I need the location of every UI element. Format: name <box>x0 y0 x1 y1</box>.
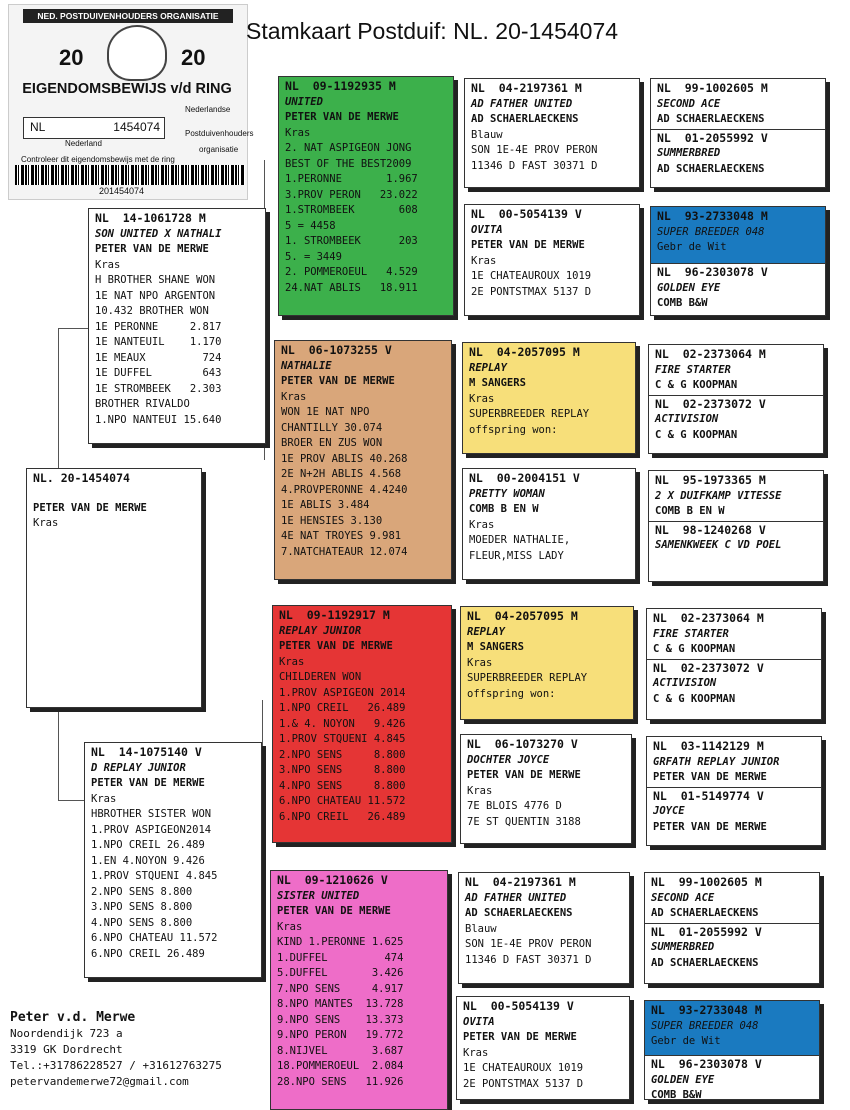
card-split <box>649 521 823 554</box>
result-line: 1.STROMBEEK 608 <box>285 204 418 216</box>
result-line: CHANTILLY 30.074 <box>281 421 383 434</box>
certificate-org-short-1: Postduivenhouders <box>185 129 254 138</box>
card-ring: NL 06-1073270 V <box>467 737 578 751</box>
pedigree-card-dam-sire <box>272 605 452 843</box>
certificate-year-left: 20 <box>59 45 84 70</box>
card-name: FIRE STARTER <box>655 363 731 376</box>
result-line: BROER EN ZUS WON <box>281 437 383 449</box>
card-owner: AD SCHAERLAECKENS <box>651 907 759 919</box>
pedigree-card-subject <box>26 468 202 708</box>
card-name: REPLAY JUNIOR <box>279 624 362 637</box>
card-owner: Gebr de Wit <box>651 1035 721 1047</box>
certificate-year-right: 20 <box>181 45 206 70</box>
card-owner: PETER VAN DE MERWE <box>471 239 585 251</box>
card-owner: COMB B&W <box>657 297 708 309</box>
pedigree-card-g4 <box>644 1000 820 1100</box>
card-color: Blauw <box>471 128 503 141</box>
card-name: SUMMERBRED <box>651 941 715 953</box>
card-split <box>645 923 819 972</box>
result-line: CHILDEREN WON <box>279 671 362 683</box>
result-line: 1.NPO NANTEUI 15.640 <box>95 413 222 426</box>
result-line: 5. = 3449 <box>285 250 342 263</box>
card-results <box>471 269 633 300</box>
card-name: SECOND ACE <box>651 891 715 904</box>
result-line: 1E NANTEUIL 1.170 <box>95 336 222 348</box>
lion-crest-icon <box>107 25 167 81</box>
card-ring: NL 95-1973365 M <box>655 473 766 487</box>
result-line: 1.NPO CREIL 26.489 <box>279 702 406 714</box>
card-ring: NL 14-1075140 V <box>91 745 202 759</box>
result-line: offspring won: <box>467 687 556 700</box>
card-owner: PETER VAN DE MERWE <box>277 905 391 917</box>
card-ring: NL 98-1240268 V <box>655 522 766 537</box>
card-name: REPLAY <box>469 361 507 374</box>
card-ring: NL 04-2197361 M <box>465 875 576 889</box>
card-ring: NL 09-1192917 M <box>279 608 390 622</box>
result-line: 11346 D FAST 30371 D <box>471 159 598 172</box>
card-owner: C & G KOOPMAN <box>653 692 736 705</box>
card-results <box>285 141 447 296</box>
card-owner: PETER VAN DE MERWE <box>653 820 767 833</box>
card-owner: AD SCHAERLAECKENS <box>465 907 573 919</box>
card-owner: C & G KOOPMAN <box>653 643 736 655</box>
card-name: GOLDEN EYE <box>651 1073 715 1086</box>
card-name: OVITA <box>471 223 503 236</box>
card-results <box>469 533 629 564</box>
card-results <box>467 671 627 702</box>
card-ring: NL 01-2055992 V <box>657 130 768 145</box>
result-line: 1E PERONNE 2.817 <box>95 320 222 333</box>
card-color: Kras <box>277 920 303 933</box>
barcode-number: 201454074 <box>99 186 145 196</box>
result-line: HBROTHER SISTER WON <box>91 808 212 820</box>
pedigree-card-g4 <box>646 736 822 846</box>
pedigree-card-g3 <box>462 342 636 454</box>
pedigree-card-g4 <box>650 206 826 316</box>
card-owner: PETER VAN DE MERWE <box>285 111 399 123</box>
card-top-half <box>651 207 825 263</box>
result-line: 4.NPO SENS 8.800 <box>279 779 406 792</box>
card-owner: PETER VAN DE MERWE <box>95 243 209 255</box>
card-top-half <box>645 1001 819 1055</box>
certificate-note: Controleer dit eigendomsbewijs met de ring <box>21 155 175 164</box>
result-line: MOEDER NATHALIE, <box>469 534 571 546</box>
result-line: 2. NAT ASPIGEON JONG <box>285 142 412 154</box>
result-line: 9.NPO PERON 19.772 <box>277 1029 404 1041</box>
card-name: SAMENKWEEK C VD POEL <box>655 539 782 551</box>
card-color: Kras <box>471 254 497 267</box>
card-ring: NL 04-2197361 M <box>471 81 582 95</box>
pedigree-card-sire-sire <box>278 76 454 316</box>
result-line: 6.NPO CREIL 26.489 <box>91 947 205 960</box>
card-color: Kras <box>463 1046 489 1059</box>
card-name: D REPLAY JUNIOR <box>91 761 186 774</box>
card-name: SECOND ACE <box>657 97 721 110</box>
result-line: 4E NAT TROYES 9.981 <box>281 530 402 542</box>
card-color: Kras <box>281 390 307 403</box>
card-color: Kras <box>33 517 59 529</box>
card-ring: NL 04-2057095 M <box>467 609 578 623</box>
card-ring: NL 03-1142129 M <box>653 739 764 753</box>
card-ring: NL 09-1210626 V <box>277 873 388 887</box>
result-line: 6.NPO CHATEAU 11.572 <box>91 932 218 944</box>
result-line: 7E ST QUENTIN 3188 <box>467 815 581 828</box>
pedigree-card-g3 <box>456 996 630 1100</box>
result-line: 3.PROV PERON 23.022 <box>285 188 418 201</box>
card-results <box>95 273 259 428</box>
result-line: BROTHER RIVALDO <box>95 398 190 410</box>
card-owner: Gebr de Wit <box>657 241 727 253</box>
pedigree-card-g3 <box>460 734 632 844</box>
result-line: 1E DUFFEL 643 <box>95 367 222 379</box>
card-owner: PETER VAN DE MERWE <box>653 771 767 783</box>
card-color: Kras <box>95 258 121 271</box>
card-color: Kras <box>467 784 493 797</box>
result-line: 1.PROV STQUENI 4.845 <box>279 733 406 745</box>
pedigree-card-g4 <box>648 470 824 582</box>
certificate-country-name: Nederlandse <box>185 105 231 114</box>
result-line: 3.NPO SENS 8.800 <box>91 901 193 913</box>
result-line: 3.NPO SENS 8.800 <box>279 764 406 776</box>
card-color: Kras <box>467 656 493 669</box>
card-owner: AD SCHAERLAECKENS <box>657 113 765 125</box>
card-ring: NL 02-2373064 M <box>655 347 766 361</box>
page-title: Stamkaart Postduif: NL. 20-1454074 <box>246 18 619 44</box>
result-line: 1.EN 4.NOYON 9.426 <box>91 854 205 867</box>
card-ring: NL 09-1192935 M <box>285 79 396 93</box>
connector-line <box>262 700 263 970</box>
card-name: NATHALIE <box>281 359 332 372</box>
certificate-ring-number: 1454074 <box>113 120 160 134</box>
pedigree-card-g3 <box>464 204 640 316</box>
breeder-phone: Tel.:+31786228527 / +31612763275 <box>10 1059 222 1072</box>
card-name: SON UNITED X NATHALI <box>95 227 222 240</box>
card-owner: AD SCHAERLAECKENS <box>471 113 579 125</box>
card-ring: NL 00-5054139 V <box>463 999 574 1013</box>
card-owner: AD SCHAERLAECKENS <box>651 956 759 969</box>
connector-line <box>58 710 59 800</box>
connector-line <box>58 328 59 468</box>
card-owner: PETER VAN DE MERWE <box>281 375 395 387</box>
result-line: 1.PROV STQUENI 4.845 <box>91 870 218 882</box>
card-results <box>277 935 441 1090</box>
result-line: SON 1E-4E PROV PERON <box>471 144 598 156</box>
result-line: 2E PONTSTMAX 5137 D <box>463 1077 584 1090</box>
breeder-contact <box>10 1010 222 1090</box>
card-owner: C & G KOOPMAN <box>655 379 738 391</box>
card-results <box>465 937 623 968</box>
card-name: PRETTY WOMAN <box>469 487 545 500</box>
result-line: 1.PROV ASPIGEON 2014 <box>279 686 406 699</box>
card-ring: NL 02-2373072 V <box>655 396 766 411</box>
result-line: 1E STROMBEEK 2.303 <box>95 382 222 395</box>
card-name: AD FATHER UNITED <box>465 891 567 904</box>
result-line: 5 = 4458 <box>285 219 336 232</box>
card-name: GRFATH REPLAY JUNIOR <box>653 755 780 768</box>
certificate-heading: EIGENDOMSBEWIJS v/d RING <box>22 81 232 97</box>
pedigree-card-g4 <box>646 608 822 720</box>
card-name: FIRE STARTER <box>653 627 729 640</box>
card-name: ACTIVISION <box>655 413 719 425</box>
result-line: 2. POMMEROEUL 4.529 <box>285 266 418 278</box>
card-ring: NL 96-2303078 V <box>651 1057 762 1071</box>
result-line: 1E ABLIS 3.484 <box>281 499 370 511</box>
card-ring: NL 99-1002605 M <box>651 875 762 889</box>
result-line: H BROTHER SHANE WON <box>95 274 216 286</box>
result-line: SON 1E-4E PROV PERON <box>465 938 592 950</box>
result-line: SUPERBREEDER REPLAY <box>467 672 588 684</box>
card-ring: NL 02-2373072 V <box>653 660 764 675</box>
card-owner: PETER VAN DE MERWE <box>463 1031 577 1043</box>
breeder-name: Peter v.d. Merwe <box>10 1010 136 1025</box>
pedigree-card-g4 <box>644 872 820 984</box>
result-line: 1E PROV ABLIS 40.268 <box>281 452 408 465</box>
card-ring: NL. 20-1454074 <box>33 471 130 485</box>
certificate-ring-box <box>23 117 165 139</box>
certificate-org-short-2: organisatie <box>199 145 239 154</box>
card-split <box>651 129 825 178</box>
card-color: Kras <box>285 126 311 139</box>
card-ring: NL 01-5149774 V <box>653 788 764 803</box>
card-results <box>91 807 255 962</box>
breeder-city: 3319 GK Dordrecht <box>10 1043 123 1056</box>
card-split <box>649 395 823 444</box>
breeder-email[interactable]: petervandemerwe72@gmail.com <box>10 1075 189 1088</box>
result-line: 8.NIJVEL 3.687 <box>277 1044 404 1057</box>
card-color: Kras <box>91 792 117 805</box>
certificate-country: NL <box>30 120 46 134</box>
card-ring: NL 02-2373064 M <box>653 611 764 625</box>
pedigree-card-g4 <box>650 78 826 188</box>
card-ring: NL 99-1002605 M <box>657 81 768 95</box>
result-line: 28.NPO SENS 11.926 <box>277 1075 404 1088</box>
result-line: 7E BLOIS 4776 D <box>467 800 562 812</box>
result-line: 2.NPO SENS 8.800 <box>91 885 193 898</box>
connector-line <box>58 800 84 801</box>
card-name: JOYCE <box>653 805 685 817</box>
card-ring: NL 06-1073255 V <box>281 343 392 357</box>
card-name: OVITA <box>463 1015 495 1028</box>
card-split <box>651 263 825 313</box>
card-name: REPLAY <box>467 625 505 638</box>
result-line: 4.PROVPERONNE 4.4240 <box>281 483 408 496</box>
result-line: FLEUR,MISS LADY <box>469 549 564 562</box>
card-owner: COMB B&W <box>651 1089 702 1100</box>
card-ring: NL 14-1061728 M <box>95 211 206 225</box>
result-line: offspring won: <box>469 423 558 436</box>
card-owner: PETER VAN DE MERWE <box>91 777 205 789</box>
card-name: GOLDEN EYE <box>657 281 721 294</box>
card-results <box>471 143 633 174</box>
result-line: 9.NPO SENS 13.373 <box>277 1013 404 1026</box>
ownership-certificate <box>8 4 254 200</box>
card-results <box>279 670 445 825</box>
card-ring: NL 01-2055992 V <box>651 924 762 939</box>
result-line: 10.432 BROTHER WON <box>95 305 209 317</box>
result-line: 1.NPO CREIL 26.489 <box>91 839 205 851</box>
result-line: 1.PERONNE 1.967 <box>285 173 418 185</box>
card-owner: M SANGERS <box>469 377 526 389</box>
result-line: 7.NATCHATEAUR 12.074 <box>281 545 408 558</box>
result-line: WON 1E NAT NPO <box>281 406 370 418</box>
result-line: 1.DUFFEL 474 <box>277 951 404 964</box>
certificate-org: NED. POSTDUIVENHOUDERS ORGANISATIE <box>23 9 233 23</box>
certificate-nederland: Nederland <box>65 139 102 148</box>
card-color: Kras <box>469 392 495 405</box>
card-results <box>281 405 445 560</box>
card-owner: PETER VAN DE MERWE <box>279 640 393 652</box>
card-owner: M SANGERS <box>467 641 524 653</box>
card-name: DOCHTER JOYCE <box>467 753 550 766</box>
result-line: 8.NPO MANTES 13.728 <box>277 998 404 1010</box>
result-line: 5.DUFFEL 3.426 <box>277 967 404 979</box>
result-line: 1.& 4. NOYON 9.426 <box>279 717 406 730</box>
pedigree-card-g3 <box>460 606 634 720</box>
card-results <box>463 1061 623 1092</box>
result-line: 2.NPO SENS 8.800 <box>279 748 406 761</box>
card-name: SISTER UNITED <box>277 889 360 902</box>
result-line: 7.NPO SENS 4.917 <box>277 982 404 995</box>
card-ring: NL 93-2733048 M <box>657 209 768 223</box>
result-line: BEST OF THE BEST2009 <box>285 157 412 170</box>
pedigree-card-g4 <box>648 344 824 454</box>
result-line: 1E CHATEAUROUX 1019 <box>471 270 592 282</box>
pedigree-card-sire <box>88 208 266 444</box>
card-ring: NL 96-2303078 V <box>657 265 768 279</box>
result-line: 18.POMMEROEUL 2.084 <box>277 1060 404 1072</box>
breeder-street: Noordendijk 723 a <box>10 1027 123 1040</box>
result-line: 1E MEAUX 724 <box>95 351 222 364</box>
card-owner: PETER VAN DE MERWE <box>467 769 581 781</box>
pedigree-card-sire-dam <box>274 340 452 580</box>
card-ring: NL 00-5054139 V <box>471 207 582 221</box>
card-ring: NL 93-2733048 M <box>651 1003 762 1017</box>
card-ring: NL 00-2004151 V <box>469 471 580 485</box>
result-line: 11346 D FAST 30371 D <box>465 953 592 966</box>
card-owner: COMB B EN W <box>469 503 539 515</box>
card-results <box>469 407 629 438</box>
connector-line <box>58 328 90 329</box>
card-ring: NL 04-2057095 M <box>469 345 580 359</box>
card-split <box>647 659 821 708</box>
card-color: Kras <box>279 655 305 668</box>
result-line: 2E PONTSTMAX 5137 D <box>471 285 592 298</box>
card-owner: COMB B EN W <box>655 505 725 517</box>
card-name: UNITED <box>285 95 323 108</box>
result-line: KIND 1.PERONNE 1.625 <box>277 936 404 948</box>
card-owner: PETER VAN DE MERWE <box>33 501 147 514</box>
result-line: 1E NAT NPO ARGENTON <box>95 289 216 302</box>
card-owner: C & G KOOPMAN <box>655 428 738 441</box>
pedigree-card-g3 <box>464 78 640 188</box>
card-name: SUPER BREEDER 048 <box>657 225 765 238</box>
card-name: AD FATHER UNITED <box>471 97 573 110</box>
card-color: Kras <box>469 518 495 531</box>
barcode-icon <box>15 165 245 185</box>
result-line: 4.NPO SENS 8.800 <box>91 916 193 929</box>
pedigree-card-g3 <box>458 872 630 984</box>
result-line: 1.PROV ASPIGEON2014 <box>91 823 212 836</box>
result-line: 1E CHATEAUROUX 1019 <box>463 1062 584 1074</box>
card-split <box>645 1055 819 1100</box>
card-results <box>467 799 625 830</box>
card-name: 2 X DUIFKAMP VITESSE <box>655 489 782 502</box>
result-line: 1E HENSIES 3.130 <box>281 514 383 527</box>
card-name: SUMMERBRED <box>657 147 721 159</box>
result-line: 1. STROMBEEK 203 <box>285 235 418 247</box>
card-name: SUPER BREEDER 048 <box>651 1019 759 1032</box>
card-split <box>647 787 821 836</box>
result-line: 2E N+2H ABLIS 4.568 <box>281 468 402 480</box>
card-name: ACTIVISION <box>653 677 717 689</box>
result-line: 24.NAT ABLIS 18.911 <box>285 281 418 294</box>
pedigree-card-g3 <box>462 468 636 580</box>
result-line: SUPERBREEDER REPLAY <box>469 408 590 420</box>
result-line: 6.NPO CREIL 26.489 <box>279 810 406 823</box>
pedigree-card-dam-dam <box>270 870 448 1110</box>
result-line: 6.NPO CHATEAU 11.572 <box>279 795 406 807</box>
card-color: Blauw <box>465 922 497 935</box>
pedigree-card-dam <box>84 742 262 978</box>
card-owner: AD SCHAERLAECKENS <box>657 162 765 175</box>
